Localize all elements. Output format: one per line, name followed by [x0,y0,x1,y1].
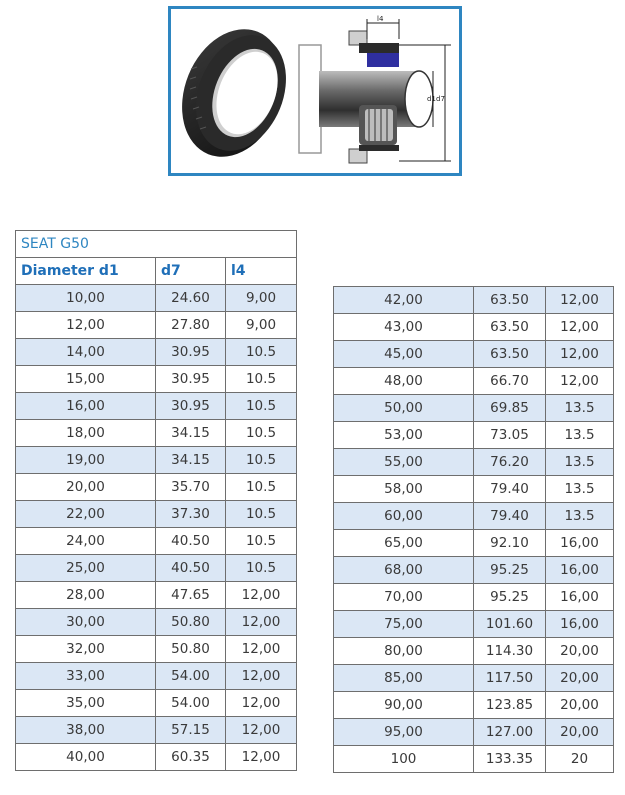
cell-d7: 127.00 [474,719,546,746]
table-row [16,690,297,717]
cell-d7: 40.50 [156,555,226,582]
cell-d1: 100 [334,746,474,773]
cell-d7: 60.35 [156,744,226,771]
cell-l4: 13.5 [546,395,614,422]
cell-d7: 123.85 [474,692,546,719]
header-diameter-d1: Diameter d1 [16,258,156,285]
cell-d7: 63.50 [474,341,546,368]
cell-l4: 12,00 [546,314,614,341]
table-row [16,636,297,663]
table-row [334,665,614,692]
cell-d1: 95,00 [334,719,474,746]
cell-d7: 37.30 [156,501,226,528]
cell-l4: 12,00 [226,690,297,717]
cell-d1: 48,00 [334,368,474,395]
table-row [16,339,297,366]
cell-d1: 50,00 [334,395,474,422]
cell-d1: 70,00 [334,584,474,611]
cell-d1: 15,00 [16,366,156,393]
cell-l4: 13.5 [546,476,614,503]
cell-d7: 117.50 [474,665,546,692]
table-row [16,609,297,636]
cell-d7: 95.25 [474,584,546,611]
cell-l4: 13.5 [546,503,614,530]
table-row [16,501,297,528]
cell-l4: 16,00 [546,557,614,584]
cell-l4: 16,00 [546,611,614,638]
cell-d7: 24.60 [156,285,226,312]
cell-l4: 20,00 [546,638,614,665]
cell-d7: 73.05 [474,422,546,449]
table-row [16,717,297,744]
table-row [334,314,614,341]
cell-l4: 10.5 [226,474,297,501]
cell-l4: 20,00 [546,719,614,746]
table-row [334,341,614,368]
table-row [16,474,297,501]
cell-d7: 114.30 [474,638,546,665]
cell-d1: 19,00 [16,447,156,474]
cell-d7: 30.95 [156,339,226,366]
cell-l4: 12,00 [546,368,614,395]
cell-d1: 55,00 [334,449,474,476]
table-row [16,393,297,420]
table-row [16,366,297,393]
cell-d1: 35,00 [16,690,156,717]
cell-d1: 22,00 [16,501,156,528]
dimension-label-d1: d1 [427,95,436,103]
table-row [334,557,614,584]
cell-d1: 43,00 [334,314,474,341]
cell-d1: 38,00 [16,717,156,744]
cell-d7: 47.65 [156,582,226,609]
cell-d7: 63.50 [474,314,546,341]
cell-l4: 12,00 [226,744,297,771]
cell-d7: 54.00 [156,690,226,717]
table-title: SEAT G50 [16,231,297,258]
cell-l4: 12,00 [226,609,297,636]
cell-d7: 133.35 [474,746,546,773]
cell-d7: 35.70 [156,474,226,501]
cell-d1: 18,00 [16,420,156,447]
table-row [334,395,614,422]
header-l4: l4 [226,258,297,285]
cell-l4: 9,00 [226,312,297,339]
table-row [16,420,297,447]
cell-d7: 27.80 [156,312,226,339]
cell-d7: 40.50 [156,528,226,555]
cell-d1: 16,00 [16,393,156,420]
cell-d7: 63.50 [474,287,546,314]
cell-l4: 16,00 [546,584,614,611]
cell-d1: 10,00 [16,285,156,312]
table-row [16,447,297,474]
seat-g50-table [15,230,297,771]
cell-d7: 57.15 [156,717,226,744]
dimension-label-l4: l4 [377,15,384,23]
cell-l4: 13.5 [546,449,614,476]
table-row [334,503,614,530]
header-d7: d7 [156,258,226,285]
table-row [334,638,614,665]
cell-d7: 92.10 [474,530,546,557]
cell-d1: 65,00 [334,530,474,557]
cell-l4: 10.5 [226,555,297,582]
table-row [334,287,614,314]
cell-d7: 66.70 [474,368,546,395]
table-row [16,528,297,555]
table-row [334,449,614,476]
cell-l4: 12,00 [546,287,614,314]
cell-l4: 10.5 [226,420,297,447]
table-row [334,719,614,746]
product-figure [168,6,462,176]
cell-d1: 33,00 [16,663,156,690]
seat-g50-table-continued [333,286,614,773]
cell-l4: 12,00 [226,717,297,744]
cell-d1: 25,00 [16,555,156,582]
cell-d7: 34.15 [156,447,226,474]
cell-d1: 58,00 [334,476,474,503]
cell-d7: 76.20 [474,449,546,476]
cell-d1: 68,00 [334,557,474,584]
cell-l4: 10.5 [226,447,297,474]
cell-d7: 50.80 [156,609,226,636]
cell-d1: 53,00 [334,422,474,449]
cell-d7: 101.60 [474,611,546,638]
cell-d7: 34.15 [156,420,226,447]
table-row [334,611,614,638]
cell-d7: 79.40 [474,503,546,530]
cell-d7: 30.95 [156,393,226,420]
cell-l4: 20 [546,746,614,773]
cell-d1: 28,00 [16,582,156,609]
cell-l4: 20,00 [546,665,614,692]
cell-d7: 69.85 [474,395,546,422]
table-row [16,285,297,312]
cell-d1: 32,00 [16,636,156,663]
table-row [16,744,297,771]
cell-l4: 10.5 [226,501,297,528]
cell-d7: 54.00 [156,663,226,690]
cell-d7: 50.80 [156,636,226,663]
table-title-row [16,231,297,258]
cell-d1: 12,00 [16,312,156,339]
table-row [334,476,614,503]
table-row [16,663,297,690]
cell-l4: 10.5 [226,393,297,420]
cell-l4: 12,00 [226,582,297,609]
table-row [16,582,297,609]
cell-d1: 75,00 [334,611,474,638]
table-row [334,530,614,557]
cell-l4: 12,00 [546,341,614,368]
cell-d1: 14,00 [16,339,156,366]
cell-l4: 20,00 [546,692,614,719]
cell-l4: 12,00 [226,636,297,663]
table-row [334,584,614,611]
seal-ring-image [171,14,302,172]
cell-d1: 90,00 [334,692,474,719]
cell-d1: 60,00 [334,503,474,530]
cell-l4: 10.5 [226,528,297,555]
cell-d7: 79.40 [474,476,546,503]
table-row [334,422,614,449]
cell-d1: 20,00 [16,474,156,501]
cell-d1: 80,00 [334,638,474,665]
cell-l4: 12,00 [226,663,297,690]
cell-d7: 95.25 [474,557,546,584]
cell-d1: 24,00 [16,528,156,555]
seal-diagram [171,9,459,173]
dimension-label-d7: d7 [436,95,445,103]
table-row [334,368,614,395]
cell-d1: 40,00 [16,744,156,771]
cell-d1: 42,00 [334,287,474,314]
cell-l4: 10.5 [226,339,297,366]
cross-section-drawing [299,19,451,163]
table-row [334,692,614,719]
cell-d7: 30.95 [156,366,226,393]
table-row [16,555,297,582]
cell-d1: 45,00 [334,341,474,368]
cell-d1: 85,00 [334,665,474,692]
table-row [334,746,614,773]
cell-l4: 16,00 [546,530,614,557]
cell-d1: 30,00 [16,609,156,636]
cell-l4: 9,00 [226,285,297,312]
table-header-row [16,258,297,285]
table-row [16,312,297,339]
cell-l4: 13.5 [546,422,614,449]
cell-l4: 10.5 [226,366,297,393]
